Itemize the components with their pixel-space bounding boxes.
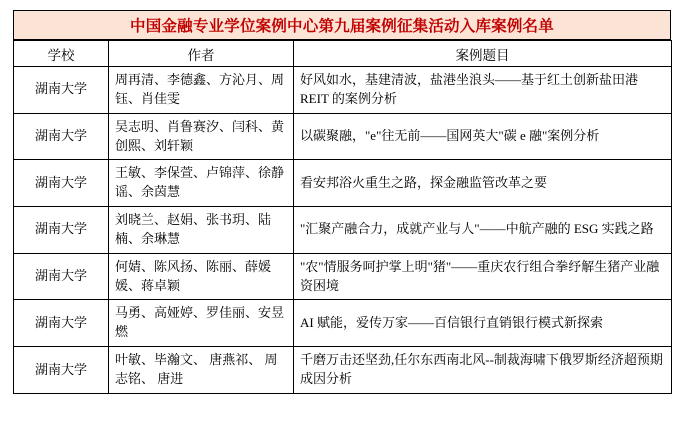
column-header-authors: 作者 xyxy=(109,41,294,67)
cell-topic: "汇聚产融合力，成就产业与人"——中航产融的 ESG 实践之路 xyxy=(294,207,672,254)
cell-school: 湖南大学 xyxy=(14,300,109,347)
column-header-topic: 案例题目 xyxy=(294,41,672,67)
cell-topic: AI 赋能，爱传万家——百信银行直销银行模式新探索 xyxy=(294,300,672,347)
cell-school: 湖南大学 xyxy=(14,160,109,207)
cell-school: 湖南大学 xyxy=(14,347,109,394)
table-row xyxy=(14,253,672,300)
cell-authors: 何婧、陈风扬、陈丽、薛媛媛、蒋卓颖 xyxy=(109,253,294,300)
table-row xyxy=(14,207,672,254)
cell-school: 湖南大学 xyxy=(14,253,109,300)
cell-topic: 看安邦浴火重生之路，探金融监管改革之要 xyxy=(294,160,672,207)
document-title-bar xyxy=(13,10,671,40)
table-row xyxy=(14,113,672,160)
cell-topic: 好风如水，基建清波，盐港坐浪头——基于红土创新盐田港 REIT 的案例分析 xyxy=(294,67,672,114)
cell-authors: 吴志明、肖鲁赛汐、闫科、黄创熙、刘轩颖 xyxy=(109,113,294,160)
table-header-row xyxy=(14,41,672,67)
table-row xyxy=(14,160,672,207)
cell-school: 湖南大学 xyxy=(14,113,109,160)
cell-authors: 叶敏、毕瀚文、 唐燕祁、 周志铭、 唐进 xyxy=(109,347,294,394)
cell-topic: "农"情服务呵护掌上明"猪"——重庆农行组合拳纾解生猪产业融资困境 xyxy=(294,253,672,300)
table-row xyxy=(14,347,672,394)
cell-school: 湖南大学 xyxy=(14,207,109,254)
column-header-school: 学校 xyxy=(14,41,109,67)
cell-authors: 马勇、高娅婷、罗佳丽、安昱燃 xyxy=(109,300,294,347)
case-list-table xyxy=(13,40,672,394)
cell-authors: 周再清、李德鑫、方沁月、周钰、肖佳雯 xyxy=(109,67,294,114)
table-header xyxy=(14,41,672,67)
cell-authors: 刘晓兰、赵娟、张书玥、陆楠、余琳慧 xyxy=(109,207,294,254)
cell-topic: 以碳聚融，"e"往无前——国网英大"碳 e 融"案例分析 xyxy=(294,113,672,160)
cell-authors: 王敏、李保萱、卢锦萍、徐静谣、余茵慧 xyxy=(109,160,294,207)
table-row xyxy=(14,67,672,114)
cell-topic: 千磨万击还坚劲,任尔东西南北风--制裁海啸下俄罗斯经济超预期成因分析 xyxy=(294,347,672,394)
page-title: 中国金融专业学位案例中心第九届案例征集活动入库案例名单 xyxy=(130,18,554,35)
cell-school: 湖南大学 xyxy=(14,67,109,114)
table-row xyxy=(14,300,672,347)
table-body xyxy=(14,67,672,394)
